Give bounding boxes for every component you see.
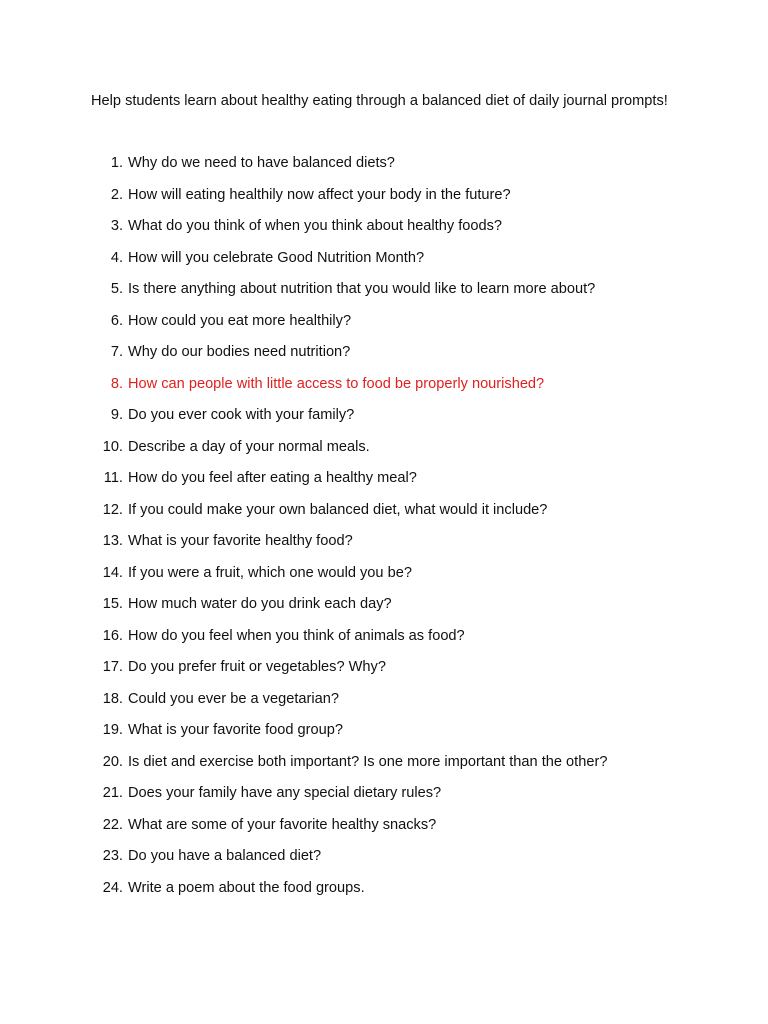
list-item — [0, 405, 768, 437]
prompt-text: How could you eat more healthily? — [128, 312, 352, 329]
prompt-number: 13. — [102, 533, 123, 549]
prompt-text: How can people with little access to food be properly nourished? — [128, 375, 545, 392]
prompt-number: 5. — [110, 281, 123, 297]
prompt-text: Write a poem about the food groups. — [128, 879, 365, 896]
prompt-text: Could you ever be a vegetarian? — [128, 690, 339, 707]
list-item — [0, 626, 768, 658]
prompt-number: 16. — [102, 627, 123, 644]
list-item — [0, 657, 768, 689]
list-item — [0, 563, 768, 595]
prompt-text: How do you feel after eating a healthy meal? — [128, 470, 417, 486]
prompt-number: 2. — [110, 186, 123, 203]
list-item — [0, 153, 768, 185]
prompt-number: 24. — [102, 879, 123, 896]
prompt-text: How will you celebrate Good Nutrition Month? — [128, 249, 425, 266]
list-item — [0, 342, 768, 374]
prompt-number: 11. — [103, 470, 123, 486]
prompt-number: 21. — [102, 785, 123, 801]
intro-paragraph: Help students learn about healthy eating through a balanced diet of daily journal prompts! — [91, 93, 668, 109]
prompt-number: 7. — [110, 344, 123, 360]
prompt-number: 14. — [102, 564, 123, 581]
prompt-text: Do you ever cook with your family? — [128, 407, 355, 423]
prompt-text: How will eating healthily now affect your body in the future? — [128, 186, 511, 203]
prompt-number: 15. — [102, 596, 123, 612]
prompt-number: 4. — [110, 249, 123, 266]
prompt-text: How much water do you drink each day? — [128, 596, 392, 612]
list-item — [0, 437, 768, 469]
prompt-text: What are some of your favorite healthy snacks? — [128, 816, 437, 833]
list-item — [0, 689, 768, 721]
list-item — [0, 783, 768, 815]
list-item — [0, 531, 768, 563]
prompt-number: 12. — [102, 501, 123, 518]
prompt-number: 22. — [102, 816, 123, 833]
prompt-number: 6. — [110, 312, 123, 329]
list-item — [0, 720, 768, 752]
list-item-highlighted — [0, 374, 768, 406]
prompt-number: 23. — [102, 848, 123, 864]
prompt-text: What is your favorite food group? — [128, 722, 343, 738]
prompt-number: 18. — [102, 690, 123, 707]
list-item — [0, 185, 768, 217]
prompt-text: Is diet and exercise both important? Is one more important than the other? — [128, 753, 608, 770]
list-item — [0, 311, 768, 343]
prompt-number: 3. — [110, 218, 123, 234]
prompt-number: 1. — [110, 155, 123, 171]
list-item — [0, 815, 768, 847]
list-item — [0, 216, 768, 248]
list-item — [0, 500, 768, 532]
list-item — [0, 594, 768, 626]
prompt-number: 17. — [102, 659, 123, 675]
list-item — [0, 752, 768, 784]
prompt-text: Does your family have any special dietary rules? — [128, 785, 442, 801]
prompt-number: 19. — [102, 722, 123, 738]
prompt-number: 10. — [102, 438, 123, 455]
list-item — [0, 279, 768, 311]
prompt-number: 20. — [102, 753, 123, 770]
prompt-text: Do you prefer fruit or vegetables? Why? — [128, 659, 386, 675]
prompt-number: 8. — [110, 375, 123, 392]
prompt-list — [0, 153, 768, 909]
prompt-text: Why do we need to have balanced diets? — [128, 155, 395, 171]
list-item — [0, 846, 768, 878]
prompt-text: How do you feel when you think of animals as food? — [128, 627, 465, 644]
prompt-text: What do you think of when you think about healthy foods? — [128, 218, 503, 234]
prompt-text: If you could make your own balanced diet, what would it include? — [128, 501, 548, 518]
prompt-text: Do you have a balanced diet? — [128, 848, 322, 864]
prompt-text: If you were a fruit, which one would you be? — [128, 564, 412, 581]
prompt-number: 9. — [110, 407, 123, 423]
prompt-text: Why do our bodies need nutrition? — [128, 344, 351, 360]
list-item — [0, 468, 768, 500]
list-item — [0, 878, 768, 910]
prompt-text: What is your favorite healthy food? — [128, 533, 353, 549]
list-item — [0, 248, 768, 280]
prompt-text: Describe a day of your normal meals. — [128, 438, 370, 455]
prompt-text: Is there anything about nutrition that you would like to learn more about? — [128, 281, 596, 297]
